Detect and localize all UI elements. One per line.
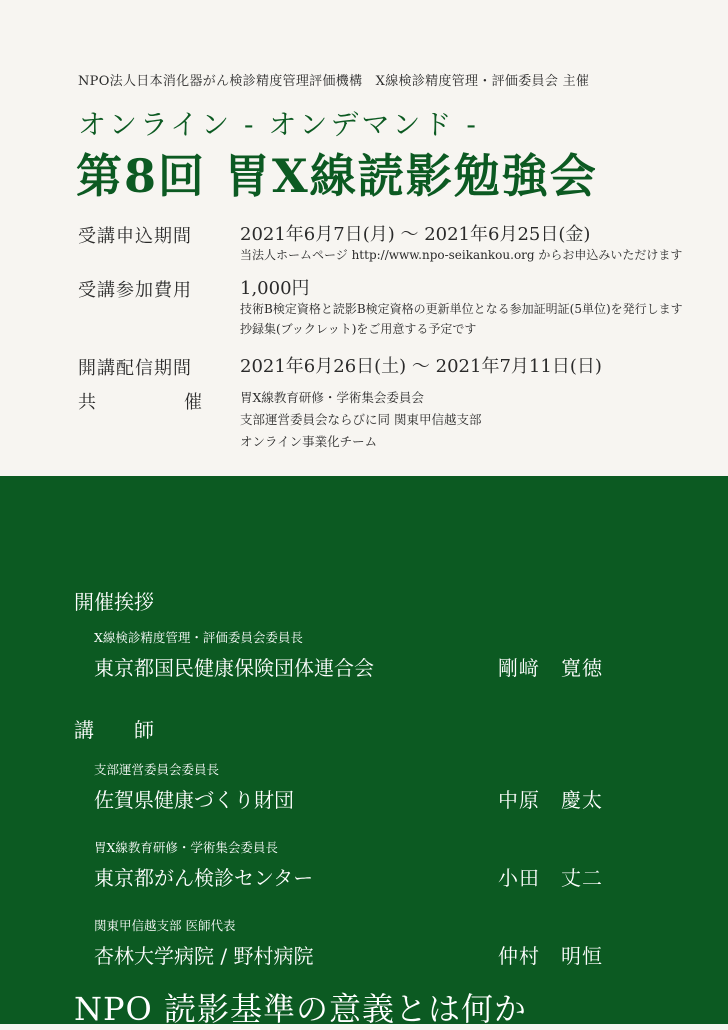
speaker-organization: 東京都がん検診センター: [94, 866, 314, 890]
cohost-line: 胃X線教育研修・学術集会委員会: [240, 390, 424, 405]
cohost-line: 支部運営委員会ならびに同 関東甲信越支部: [240, 412, 482, 427]
cohost-label-first: 共: [78, 392, 96, 413]
speaker-organization: 杏林大学病院 / 野村病院: [94, 944, 314, 968]
program-theme: NPO 読影基準の意義とは何か: [74, 990, 527, 1028]
speaker-organization: 東京都国民健康保険団体連合会: [94, 656, 374, 680]
application-period-value: 2021年6月7日(月) 〜 2021年6月25日(金): [240, 224, 591, 245]
delivery-period-value: 2021年6月26日(土) 〜 2021年7月11日(日): [240, 356, 602, 377]
program-section: [0, 476, 728, 1028]
fee-label: 受講参加費用: [78, 280, 192, 301]
event-info-section: [0, 0, 728, 476]
speaker-role: X線検診精度管理・評価委員会委員長: [94, 630, 303, 645]
speaker-name: 中原 慶太: [498, 788, 603, 812]
fee-value: 1,000円: [240, 278, 310, 299]
event-title: 第8回 胃X線読影勉強会: [76, 149, 598, 203]
application-note: 当法人ホームページ http://www.npo-seikankou.org からお申込みいただけます: [240, 248, 683, 262]
event-subtitle: オンライン - オンデマンド -: [78, 108, 479, 141]
speaker-name: 小田 丈二: [498, 866, 603, 890]
speaker-name: 剛﨑 寛徳: [498, 656, 603, 680]
fee-note-credits: 技術B検定資格と読影B検定資格の更新単位となる参加証明証(5単位)を発行します: [240, 302, 683, 316]
delivery-period-label: 開講配信期間: [78, 358, 192, 379]
cohost-label-second: 催: [184, 392, 202, 413]
lecturers-heading: 講 師: [74, 718, 154, 742]
organizer-text: NPO法人日本消化器がん検診精度管理評価機構 X線検診精度管理・評価委員会 主催: [78, 74, 590, 89]
fee-note-booklet: 抄録集(ブックレット)をご用意する予定です: [240, 322, 477, 336]
opening-heading: 開催挨拶: [74, 590, 154, 614]
speaker-role: 胃X線教育研修・学術集会委員長: [94, 840, 278, 855]
speaker-role: 関東甲信越支部 医師代表: [94, 918, 236, 933]
cohost-line: オンライン事業化チーム: [240, 434, 378, 449]
application-period-label: 受講申込期間: [78, 226, 192, 247]
speaker-name: 仲村 明恒: [498, 944, 603, 968]
speaker-organization: 佐賀県健康づくり財団: [94, 788, 294, 812]
speaker-role: 支部運営委員会委員長: [94, 762, 220, 777]
